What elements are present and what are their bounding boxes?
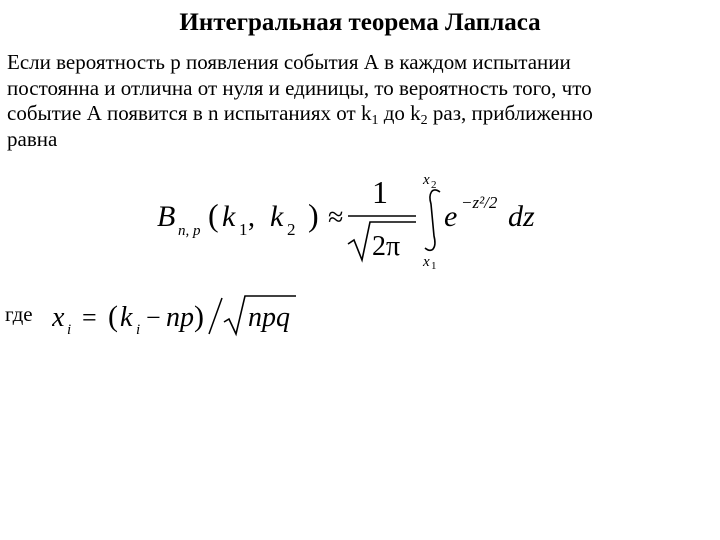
formula-comma: , — [248, 202, 255, 233]
standardization-formula — [52, 288, 302, 338]
upper-limit: x — [423, 172, 430, 188]
formula-paren-close: ) — [308, 197, 319, 233]
line3-part-a: событие А появится в n испытаниях от k — [7, 101, 372, 125]
k2-subscript: 2 — [420, 113, 428, 128]
formula-minus: − — [146, 303, 161, 332]
slide-title: Интегральная теорема Лапласа — [179, 9, 541, 36]
lower-limit-subscript: 1 — [431, 260, 437, 270]
exponent: −z²/2 — [461, 193, 498, 212]
approx-sign: ≈ — [328, 202, 344, 233]
line3-part-c: раз, приближенно — [427, 101, 593, 125]
formula-x-subscript: i — [67, 322, 72, 338]
division-slash — [209, 298, 222, 334]
formula-paren-open: ( — [208, 197, 219, 233]
formula-k-i-subscript: i — [136, 322, 141, 338]
fraction-numerator: 1 — [372, 174, 388, 210]
formula-k2: k — [270, 200, 284, 233]
upper-limit-subscript: 2 — [431, 179, 437, 191]
formula-np: np — [166, 302, 194, 333]
statement-line-2: постоянна и отлична от нуля и единицы, то вероятность того, что — [7, 75, 592, 100]
formula2-paren-open: ( — [108, 300, 118, 333]
sqrt-argument: 2π — [372, 231, 401, 262]
k1-subscript: 1 — [371, 113, 379, 128]
statement-line-3 — [7, 101, 713, 127]
integral-sign — [425, 190, 440, 250]
formula-k1: k — [222, 200, 236, 233]
formula-x: x — [52, 302, 65, 333]
formula2-paren-close: ) — [194, 300, 204, 333]
lower-limit: x — [423, 254, 430, 270]
where-label: где — [5, 302, 33, 326]
exp-base: e — [444, 200, 458, 233]
formula-equals: = — [82, 303, 97, 332]
theorem-statement — [7, 50, 713, 152]
statement-line-1: Если вероятность р появления события А в каждом испытании — [7, 50, 571, 74]
formula-B-subscript: n, p — [178, 223, 201, 239]
laplace-integral-formula — [150, 170, 550, 270]
formula-k-i: k — [120, 302, 133, 333]
sqrt-argument-npq: npq — [248, 302, 290, 333]
formula-k1-subscript: 1 — [239, 220, 248, 239]
statement-line-4: равна — [7, 126, 58, 151]
line3-part-b: до k — [378, 101, 421, 125]
differential: dz — [508, 200, 535, 233]
formula-B: B — [157, 200, 176, 233]
formula-k2-subscript: 2 — [287, 220, 296, 239]
